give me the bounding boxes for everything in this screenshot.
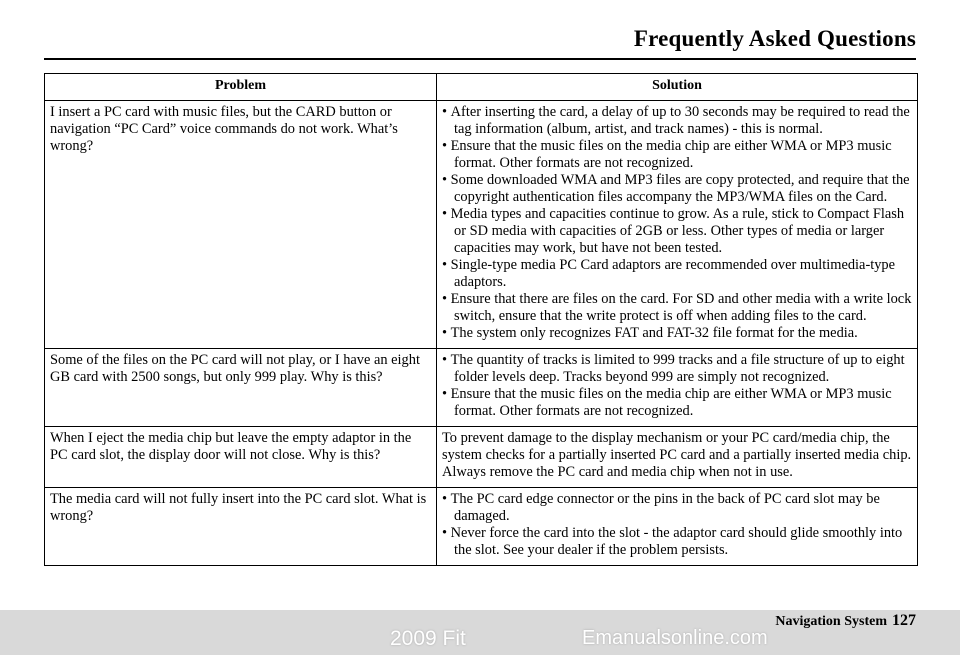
footer-section-name: Navigation System [775,614,887,629]
problem-cell: The media card will not fully insert into the PC card slot. What is wrong? [45,488,437,566]
table-row [45,101,918,349]
solution-bullet: • Single-type media PC Card adaptors are recommended over multimedia-type adaptors. [442,257,912,291]
solution-bullet: • Ensure that the music files on the media chip are either WMA or MP3 music format. Other formats are not recognized. [442,138,912,172]
watermark-site-text: Emanualsonline.com [582,627,768,649]
solution-list [442,352,912,420]
solution-list [442,104,912,342]
solution-bullet: • Some downloaded WMA and MP3 files are copy protected, and require that the copyright authentication files accompany the MP3/WMA files on the Card. [442,172,912,206]
solution-bullet: • Ensure that the music files on the media chip are either WMA or MP3 music format. Other formats are not recognized. [442,386,912,420]
solution-bullet: • Media types and capacities continue to grow. As a rule, stick to Compact Flash or SD media with capacities of 2GB or less. Other types of media or larger capacities may work, but have not been tested. [442,206,912,257]
table-row [45,349,918,427]
title-divider [44,58,916,60]
solution-bullet: • The PC card edge connector or the pins in the back of PC card slot may be damaged. [442,491,912,525]
page-number: 127 [892,612,916,629]
solution-bullet: • Ensure that there are files on the card. For SD and other media with a write lock switch, ensure that the write protect is off when adding files to the card. [442,291,912,325]
page-title: Frequently Asked Questions [633,26,916,51]
problem-cell: When I eject the media chip but leave the empty adaptor in the PC card slot, the display door will not close. Why is this? [45,427,437,488]
solution-bullet: • The quantity of tracks is limited to 999 tracks and a file structure of up to eight folder levels deep. Tracks beyond 999 are simply not recognized. [442,352,912,386]
watermark-model-text: 2009 Fit [390,627,466,650]
solution-cell [437,488,918,566]
faq-table [44,73,918,566]
column-header-problem: Problem [45,74,437,101]
table-header-row [45,74,918,101]
problem-cell: Some of the files on the PC card will not play, or I have an eight GB card with 2500 songs, but only 999 play. Why is this? [45,349,437,427]
solution-bullet: • Never force the card into the slot - the adaptor card should glide smoothly into the slot. See your dealer if the problem persists. [442,525,912,559]
solution-cell [437,349,918,427]
table-row [45,427,918,488]
solution-bullet: • The system only recognizes FAT and FAT-32 file format for the media. [442,325,912,342]
column-header-solution: Solution [437,74,918,101]
solution-list [442,491,912,559]
table-row [45,488,918,566]
solution-bullet: • After inserting the card, a delay of up to 30 seconds may be required to read the tag information (album, artist, and track names) - this is normal. [442,104,912,138]
solution-cell: To prevent damage to the display mechanism or your PC card/media chip, the system checks for a partially inserted PC card and a partially inserted media chip. Always remove the PC card and media chip when not in use. [437,427,918,488]
problem-cell: I insert a PC card with music files, but the CARD button or navigation “PC Card” voice commands do not work. What’s wrong? [45,101,437,349]
solution-cell [437,101,918,349]
